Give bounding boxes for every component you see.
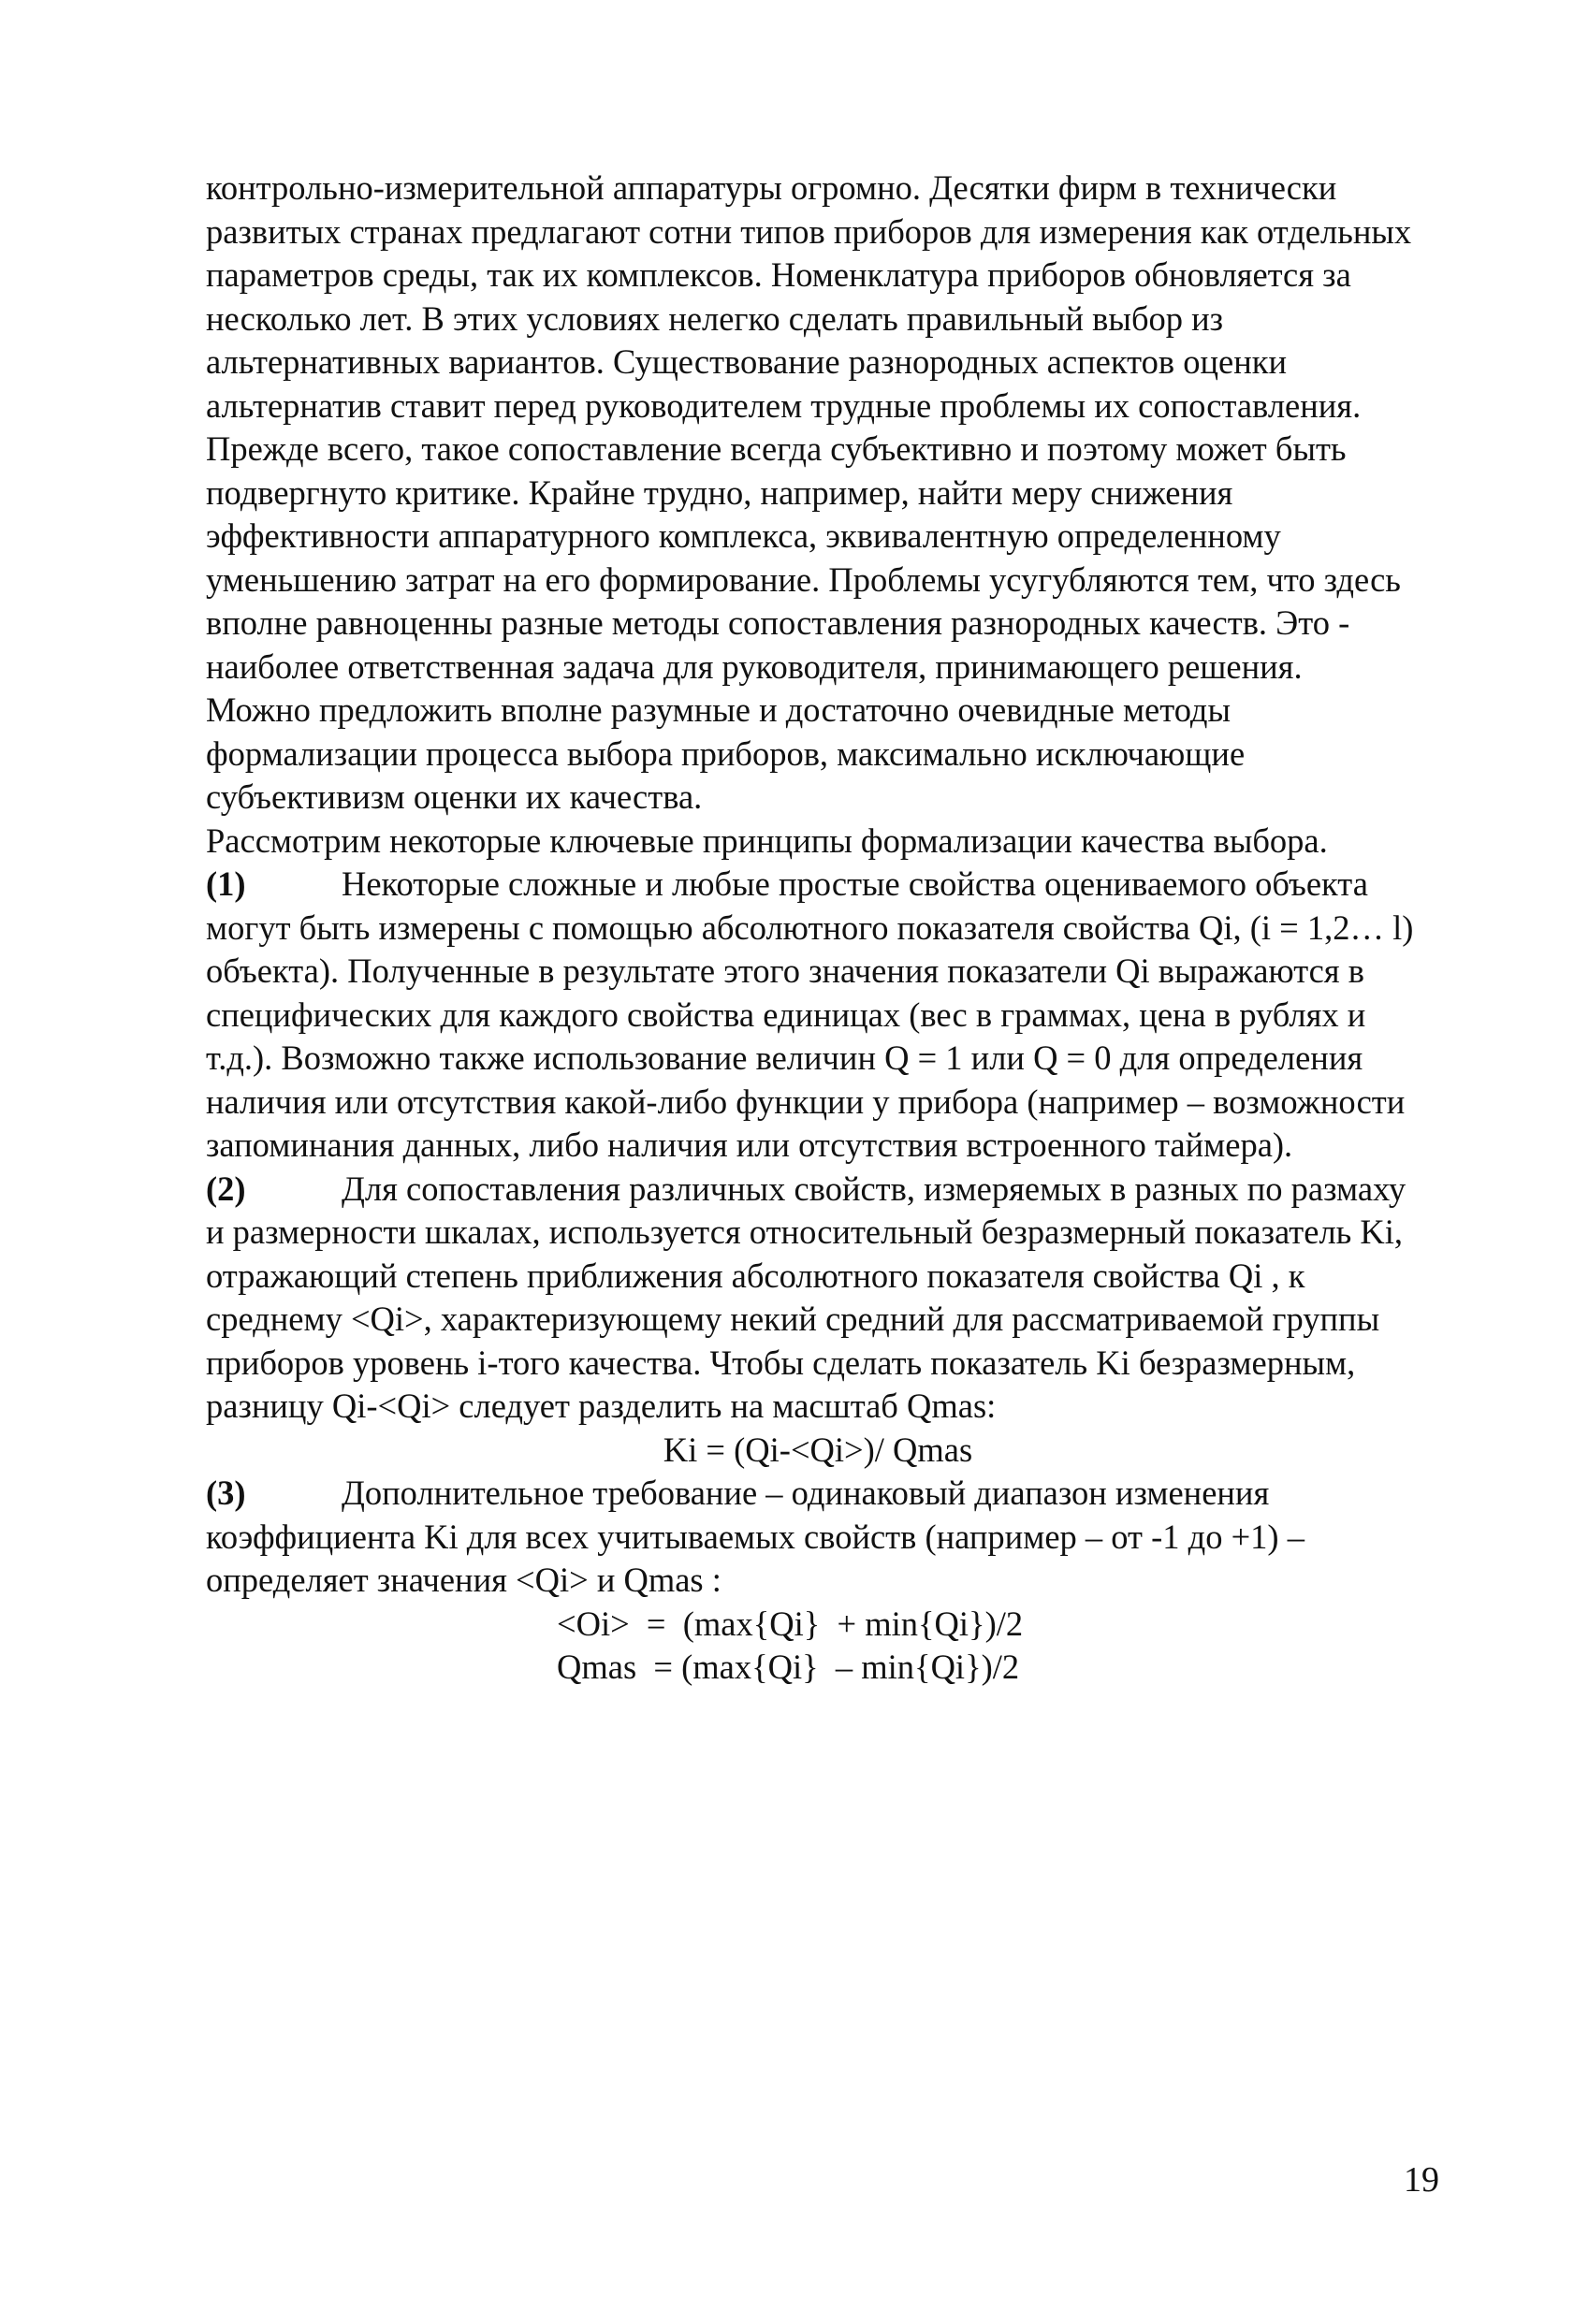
item-text: Для сопоставления различных свойств, измеряемых в разных по размаху и размерности шкалах, используется относительный безразмерный показатель Ki, отражающий степень приближения абсолютного показателя свойства Qi , к среднему <Qi>, характеризующему некий средний для рассматриваемой группы приборов уровень i-того качества. Чтобы сделать показатель Ki безразмерным, разницу Qi-<Qi> следует разделить на масштаб Qmas:	[206, 1169, 1406, 1425]
item-text: Дополнительное требование – одинаковый диапазон изменения коэффициента Ki для всех учитываемых свойств (например – от -1 до +1) – определяет значения <Qi> и Qmas :	[206, 1474, 1304, 1599]
paragraph-principles: Рассмотрим некоторые ключевые принципы формализации качества выбора.	[206, 821, 1328, 860]
item-number: (3)	[206, 1474, 246, 1512]
item-text: Некоторые сложные и любые простые свойства оцениваемого объекта могут быть измерены с помощью абсолютного показателя свойства Qi, (i = 1,2… l) объекта). Полученные в результате этого значения показатели Qi выражаются в специфических для каждого свойства единицах (вес в граммах, цена в рублях и т.д.). Возможно также использование величин Q = 1 или Q = 0 для определения наличия или отсутствия какой-либо функции у прибора (например – возможности запоминания данных, либо наличия или отсутствия встроенного таймера).	[206, 864, 1414, 1164]
formula-mean: <Oi> = (max{Qi} + min{Qi})/2	[557, 1604, 1024, 1643]
list-item-2	[206, 1168, 1422, 1429]
formula-ki: Ki = (Qi-<Qi>)/ Qmas	[663, 1430, 973, 1469]
body-text	[206, 167, 1422, 1690]
paragraph-intro: контрольно-измерительной аппаратуры огромно. Десятки фирм в технически развитых странах предлагают сотни типов приборов для измерения как отдельных параметров среды, так их комплексов. Номенклатура приборов обновляется за несколько лет. В этих условиях нелегко сделать правильный выбор из альтернативных вариантов. Существование разнородных аспектов оценки альтернатив ставит перед руководителем трудные проблемы их сопоставления. Прежде всего, такое сопоставление всегда субъективно и поэтому может быть подвергнуто критике. Крайне трудно, например, найти меру снижения эффективности аппаратурного комплекса, эквивалентную определенному уменьшению затрат на его формирование. Проблемы усугубляются тем, что здесь вполне равноценны разные методы сопоставления разнородных качеств. Это - наиболее ответственная задача для руководителя, принимающего решения.	[206, 168, 1412, 686]
item-number: (1)	[206, 864, 246, 903]
list-item-1	[206, 863, 1422, 1168]
formula-scale: Qmas = (max{Qi} – min{Qi})/2	[557, 1648, 1020, 1686]
list-item-3	[206, 1472, 1422, 1603]
page-number: 19	[1404, 2160, 1439, 2200]
item-number: (2)	[206, 1169, 246, 1208]
paragraph-methods: Можно предложить вполне разумные и достаточно очевидные методы формализации процесса выбора приборов, максимально исключающие субъективизм оценки их качества.	[206, 690, 1246, 816]
